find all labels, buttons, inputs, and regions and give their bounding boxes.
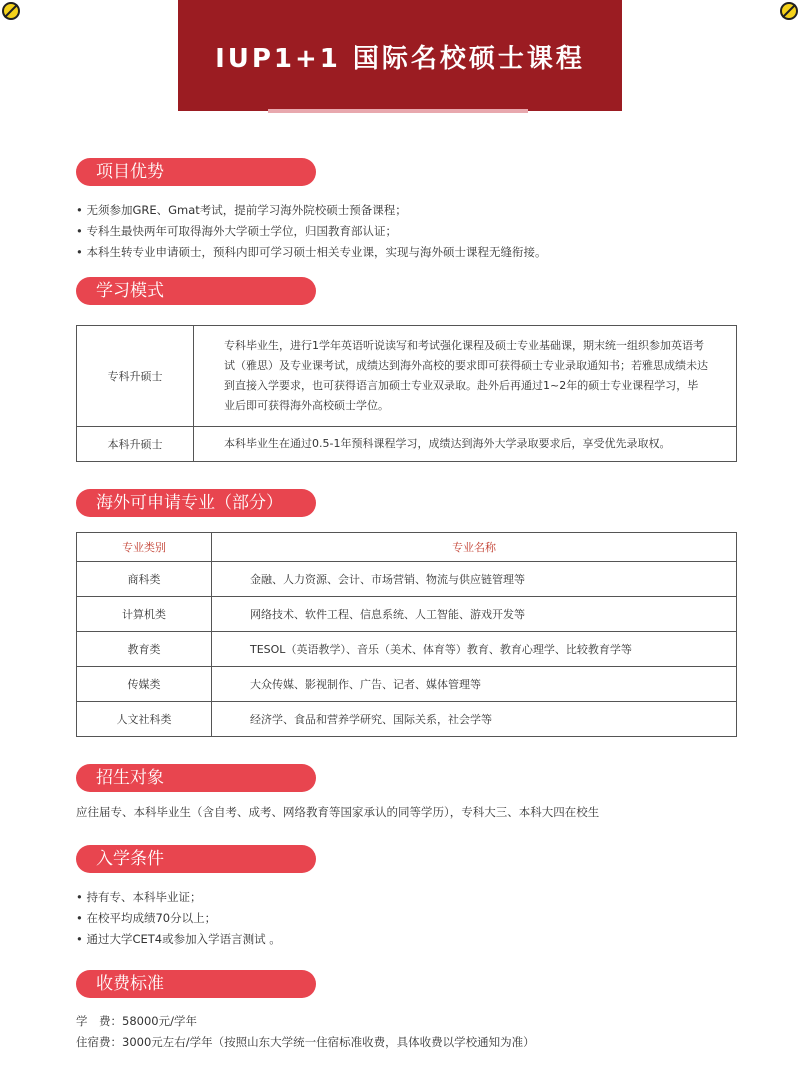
section-heading-advantages: 项目优势 [76, 158, 316, 186]
table-row [77, 702, 737, 737]
mode-desc-cell: 专科毕业生，进行1学年英语听说读写和考试强化课程及硕士专业基础课，期末统一组织参加英语考试（雅思）及专业课考试，成绩达到海外高校的要求即可获得硕士专业录取通知书；若雅思成绩未达到直接入学要求，也可获得语言加硕士专业双录取。赴外后再通过1~2年的硕士专业课程学习，毕业后即可获得海外高校硕士学位。 [194, 326, 737, 427]
section-heading-requirements: 入学条件 [76, 845, 316, 873]
majors-table [76, 532, 737, 737]
section-heading-study-mode: 学习模式 [76, 277, 316, 305]
major-names-cell: 经济学、食品和营养学研究、国际关系，社会学等 [212, 702, 737, 737]
major-names-cell: 网络技术、软件工程、信息系统、人工智能、游戏开发等 [212, 597, 737, 632]
list-item: • 本科生转专业申请硕士，预科内即可学习硕士相关专业课，实现与海外硕士课程无缝衔接。 [76, 242, 546, 263]
mode-name-cell: 本科升硕士 [77, 427, 194, 462]
table-row [77, 326, 737, 427]
enrollment-text: 应往届专、本科毕业生（含自考、成考、网络教育等国家承认的同等学历），专科大三、本科大四在校生 [76, 805, 600, 819]
section-heading-enrollment: 招生对象 [76, 764, 316, 792]
prohibited-sign-icon [780, 2, 798, 20]
page-title: IUP1+1 国际名校硕士课程 [215, 44, 585, 74]
category-cell: 教育类 [77, 632, 212, 667]
study-mode-table [76, 325, 737, 462]
mode-desc-cell: 本科毕业生在通过0.5-1年预科课程学习，成绩达到海外大学录取要求后，享受优先录取权。 [194, 427, 737, 462]
tuition-line: 学 费：58000元/学年 [76, 1014, 197, 1028]
category-cell: 人文社科类 [77, 702, 212, 737]
table-row [77, 562, 737, 597]
table-row [77, 632, 737, 667]
major-names-cell: TESOL（英语教学）、音乐（美术、体育等）教育、教育心理学、比较教育学等 [212, 632, 737, 667]
major-names-cell: 金融、人力资源、会计、市场营销、物流与供应链管理等 [212, 562, 737, 597]
major-names-cell: 大众传媒、影视制作、广告、记者、媒体管理等 [212, 667, 737, 702]
list-item: • 通过大学CET4或参加入学语言测试 。 [76, 929, 281, 950]
list-item: • 在校平均成绩70分以上； [76, 908, 281, 929]
category-cell: 商科类 [77, 562, 212, 597]
column-header: 专业类别 [77, 533, 212, 562]
mode-name-cell: 专科升硕士 [77, 326, 194, 427]
table-row [77, 427, 737, 462]
fees-block [76, 1011, 535, 1053]
category-cell: 计算机类 [77, 597, 212, 632]
table-header-row [77, 533, 737, 562]
section-heading-majors: 海外可申请专业（部分） [76, 489, 316, 517]
list-item: • 持有专、本科毕业证； [76, 887, 281, 908]
table-row [77, 667, 737, 702]
prohibited-sign-icon [2, 2, 20, 20]
advantages-list [76, 200, 546, 263]
section-heading-fees: 收费标准 [76, 970, 316, 998]
category-cell: 传媒类 [77, 667, 212, 702]
requirements-list [76, 887, 281, 950]
accommodation-line: 住宿费：3000元左右/学年（按照山东大学统一住宿标准收费，具体收费以学校通知为准） [76, 1035, 535, 1049]
title-banner [178, 0, 622, 111]
list-item: • 专科生最快两年可取得海外大学硕士学位，归国教育部认证； [76, 221, 546, 242]
column-header: 专业名称 [212, 533, 737, 562]
list-item: • 无须参加GRE、Gmat考试，提前学习海外院校硕士预备课程； [76, 200, 546, 221]
table-row [77, 597, 737, 632]
title-underline [268, 109, 528, 113]
